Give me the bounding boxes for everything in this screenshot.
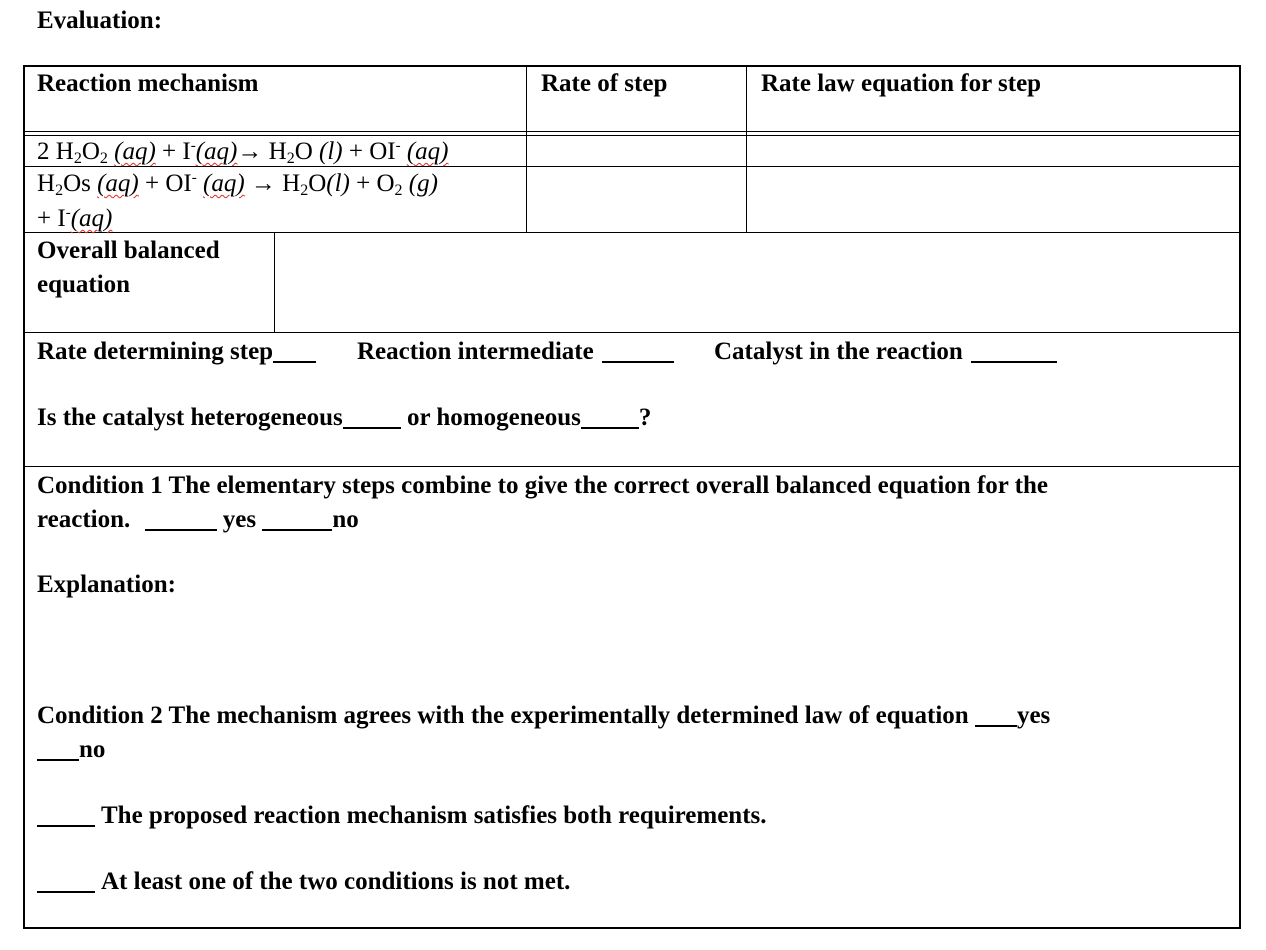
satisfies-blank[interactable] xyxy=(37,799,95,827)
divider xyxy=(274,233,275,333)
divider xyxy=(24,131,1240,132)
reaction-intermediate-blank[interactable] xyxy=(602,335,674,363)
rate-determining-step-question: Rate determining step xyxy=(37,335,316,369)
mechanism-step-1: 2 $H_2O_2$ $(aq) + I^-(aq)\to H_2O$ (l) + OI- (aq) xyxy=(37,138,449,167)
explanation-label: Explanation: xyxy=(37,571,176,598)
conclusion-not-met: At least one of the two conditions is not met. xyxy=(37,865,570,899)
condition-2-yes-blank[interactable] xyxy=(975,699,1017,727)
catalyst-blank[interactable] xyxy=(971,335,1057,363)
rate-determining-blank[interactable] xyxy=(273,335,316,363)
catalyst-question: Catalyst in the reaction xyxy=(714,335,1057,369)
divider xyxy=(24,232,1240,233)
overall-balanced-equation-field[interactable] xyxy=(276,234,1238,331)
mechanism-step-2: $H_2Os$ (aq) + OI- $(aq) \to H_2O(l) + O_2$ (g) xyxy=(37,170,438,199)
divider xyxy=(746,66,747,233)
catalyst-type-question: Is the catalyst heterogeneous or homogeneous ? xyxy=(37,401,651,435)
condition-2-no-blank[interactable] xyxy=(37,733,79,761)
conclusion-satisfies: The proposed reaction mechanism satisfies both requirements. xyxy=(37,799,767,833)
not-met-blank[interactable] xyxy=(37,865,95,893)
divider xyxy=(24,332,1240,333)
header-rate-law: Rate law equation for step xyxy=(761,70,1042,97)
reaction-intermediate-question: Reaction intermediate xyxy=(357,335,674,369)
condition-2-no-line: no xyxy=(37,733,105,767)
overall-balanced-label-line2: equation xyxy=(37,271,131,298)
header-reaction-mechanism: Reaction mechanism xyxy=(37,70,259,97)
condition-2-text: Condition 2 The mechanism agrees with the experimentally determined law of equation yes xyxy=(37,699,1050,733)
homogeneous-blank[interactable] xyxy=(581,401,639,429)
heterogeneous-blank[interactable] xyxy=(343,401,401,429)
overall-balanced-label: Overall balanced xyxy=(37,237,220,264)
condition-1-yes-blank[interactable] xyxy=(145,503,217,531)
evaluation-title: Evaluation: xyxy=(37,7,163,34)
condition-1-text: Condition 1 The elementary steps combine to give the correct overall balanced equation for the xyxy=(37,472,1048,499)
mechanism-step-2-continued: + I-(aq) xyxy=(37,205,113,232)
divider xyxy=(24,466,1240,467)
header-rate-of-step: Rate of step xyxy=(541,70,668,97)
divider xyxy=(526,66,527,233)
condition-1-answer-line: reaction. yes no xyxy=(37,503,359,537)
condition-1-no-blank[interactable] xyxy=(262,503,332,531)
